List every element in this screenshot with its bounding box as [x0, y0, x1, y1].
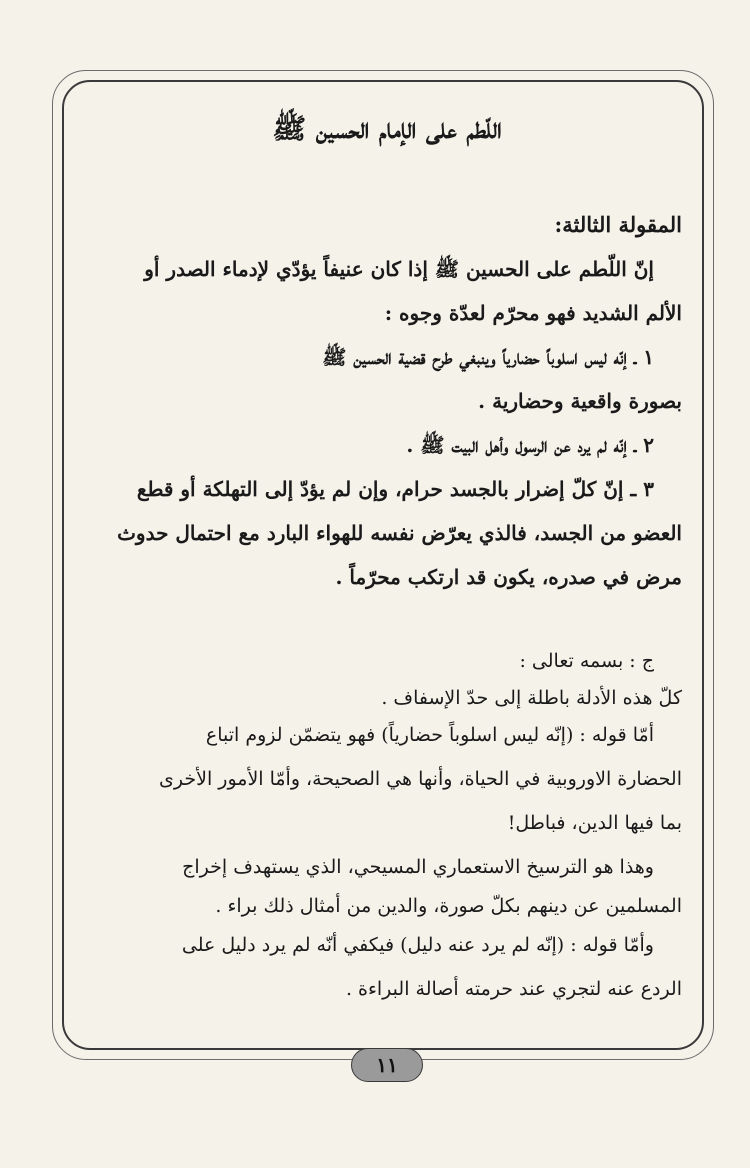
answer-line: وأمّا قوله : (إنّه لم يرد عنه دليل) فيكفي أنّه لم يرد دليل على — [181, 934, 654, 956]
question-section — [92, 212, 682, 599]
answer-line: الحضارة الاوروبية في الحياة، وأنها هي الصحيحة، وأمّا الأمور الأخرى — [159, 768, 682, 790]
question-line: بصورة واقعية وحضارية . — [478, 389, 682, 413]
section-gap — [92, 599, 682, 639]
page-title: اللّطم على الإمام الحسين ﷺ — [272, 112, 502, 145]
question-line: ١ ـ إنّه ليس اسلوباً حضارياً وينبغي طرح قضية الحسين ﷺ — [322, 345, 654, 369]
answer-line: الردع عنه لتجري عند حرمته أصالة البراءة . — [345, 978, 682, 1000]
answer-line: أمّا قوله : (إنّه ليس اسلوباً حضارياً) فهو يتضمّن لزوم اتباع — [205, 724, 654, 746]
answer-line: بما فيها الدين، فباطل! — [507, 812, 682, 834]
section-heading: المقولة الثالثة: — [554, 212, 682, 237]
question-line: ٢ ـ إنّه لم يرد عن الرسول وأهل البيت ﷺ . — [406, 433, 654, 457]
answer-line: ج : بسمه تعالى : — [519, 650, 654, 672]
answer-section — [92, 639, 682, 1011]
page-number: ١١ — [351, 1048, 423, 1082]
question-line: الألم الشديد فهو محرّم لعدّة وجوه : — [384, 301, 682, 325]
question-line: مرض في صدره، يكون قد ارتكب محرّماً . — [335, 565, 682, 589]
question-line: ٣ ـ إنّ كلّ إضرار بالجسد حرام، وإن لم يؤدّ إلى التهلكة أو قطع — [136, 477, 654, 501]
page-content — [92, 112, 682, 1011]
answer-line: كلّ هذه الأدلة باطلة إلى حدّ الإسفاف . — [381, 687, 682, 709]
question-line: إنّ اللّطم على الحسين ﷺ إذا كان عنيفاً يؤدّي لإدماء الصدر أو — [144, 257, 654, 281]
answer-line: المسلمين عن دينهم بكلّ صورة، والدين من أمثال ذلك براء . — [215, 895, 682, 917]
answer-line: وهذا هو الترسيخ الاستعماري المسيحي، الذي يستهدف إخراج — [182, 856, 654, 878]
question-line: العضو من الجسد، فالذي يعرّض نفسه للهواء البارد مع احتمال حدوث — [117, 521, 682, 545]
